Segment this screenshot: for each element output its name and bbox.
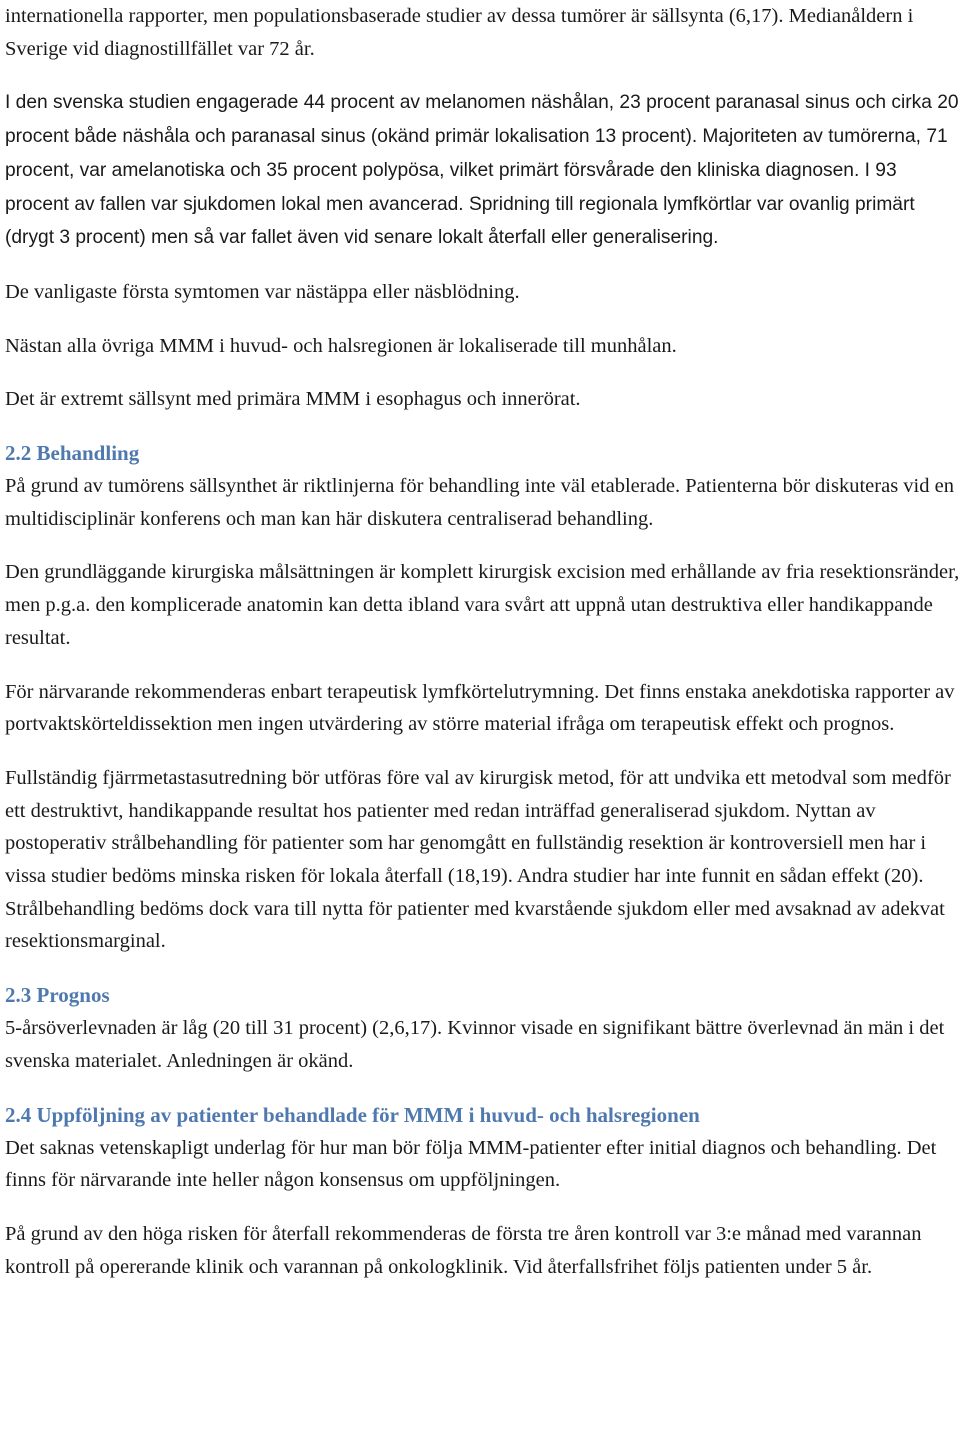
- section-heading-uppfoljning: 2.4 Uppföljning av patienter behandlade för MMM i huvud- och halsregionen: [5, 1102, 700, 1127]
- prognos-paragraph-1: 5-årsöverlevnaden är låg (20 till 31 procent) (2,6,17). Kvinnor visade en signifikant bättre överlevnad än män i det svenska materialet. Anledningen är okänd.: [5, 1017, 945, 1072]
- intro-paragraph-5: Det är extremt sällsynt med primära MMM i esophagus och innerörat.: [5, 388, 581, 411]
- uppfoljning-paragraph-2: På grund av den höga risken för återfall rekommenderas de första tre åren kontroll var 3:e månad med varannan kontroll på opererande klinik och varannan på onkologklinik. Vid återfallsfrihet följs patienten under 5 år.: [5, 1222, 922, 1278]
- intro-paragraph-1: internationella rapporter, men populationsbaserade studier av dessa tumörer är sällsynta (6,17). Medianåldern i Sverige vid diagnostillfället var 72 år.: [5, 5, 914, 60]
- behandling-paragraph-1: På grund av tumörens sällsynthet är riktlinjerna för behandling inte väl etablerade. Patienterna bör diskuteras vid en multidisciplinär konferens och man kan här diskutera centraliserad behandling.: [5, 475, 954, 530]
- section-heading-behandling: 2.2 Behandling: [5, 441, 140, 466]
- behandling-paragraph-2: Den grundläggande kirurgiska målsättningen är komplett kirurgisk excision med erhållande av fria resektionsränder, men p.g.a. den komplicerade anatomin kan detta ibland vara svårt att uppnå utan destruktiva eller handikappande resultat.: [5, 561, 960, 649]
- behandling-paragraph-4: Fullständig fjärrmetastasutredning bör utföras före val av kirurgisk metod, för att undvika ett metodval som medför ett destruktivt, handikappande resultat hos patienter med redan inträffad generaliserad sjukdom. Nyttan av postoperativ strålbehandling för patienter som har genomgått en fullständig resektion är kontroversiell men har i vissa studier bedöms minska risken för lokala återfall (18,19). Andra studier har inte funnit en sådan effekt (20). Strålbehandling bedöms dock vara till nytta för patienter med kvarstående sjukdom eller med avsaknad av adekvat resektionsmarginal.: [5, 766, 951, 953]
- intro-paragraph-2-part-1: I den svenska studien engagerade 44 procent av melanomen näshålan, 23 procent paranasal sinus och cirka 20 procent både näshåla och paranasal sinus (okänd primär lokalisation 13 procent).: [5, 92, 959, 148]
- intro-paragraph-2: [5, 86, 960, 255]
- document-page: [5, 0, 960, 1283]
- section-heading-prognos: 2.3 Prognos: [5, 983, 110, 1008]
- intro-paragraph-4: Nästan alla övriga MMM i huvud- och halsregionen är lokaliserade till munhålan.: [5, 334, 677, 357]
- intro-paragraph-3: De vanligaste första symtomen var nästäppa eller näsblödning.: [5, 280, 520, 303]
- intro-paragraph-2-part-2: Majoriteten av tumörerna, 71 procent, var amelanotiska och 35 procent polypösa, vilket primärt försvårade den kliniska diagnosen. I 93 procent av fallen var sjukdomen lokal men avancerad. Spridning till regionala lymfkörtlar var ovanlig primärt (drygt 3 procent) men så var fallet även vid senare lokalt återfall eller generalisering.: [5, 126, 948, 249]
- uppfoljning-paragraph-1: Det saknas vetenskapligt underlag för hur man bör följa MMM-patienter efter initial diagnos och behandling. Det finns för närvarande inte heller någon konsensus om uppföljningen.: [5, 1136, 937, 1192]
- behandling-paragraph-3: För närvarande rekommenderas enbart terapeutisk lymfkörtelutrymning. Det finns enstaka anekdotiska rapporter av portvaktskörteldissektion men ingen utvärdering av större material ifråga om terapeutisk effekt och prognos.: [5, 680, 955, 736]
